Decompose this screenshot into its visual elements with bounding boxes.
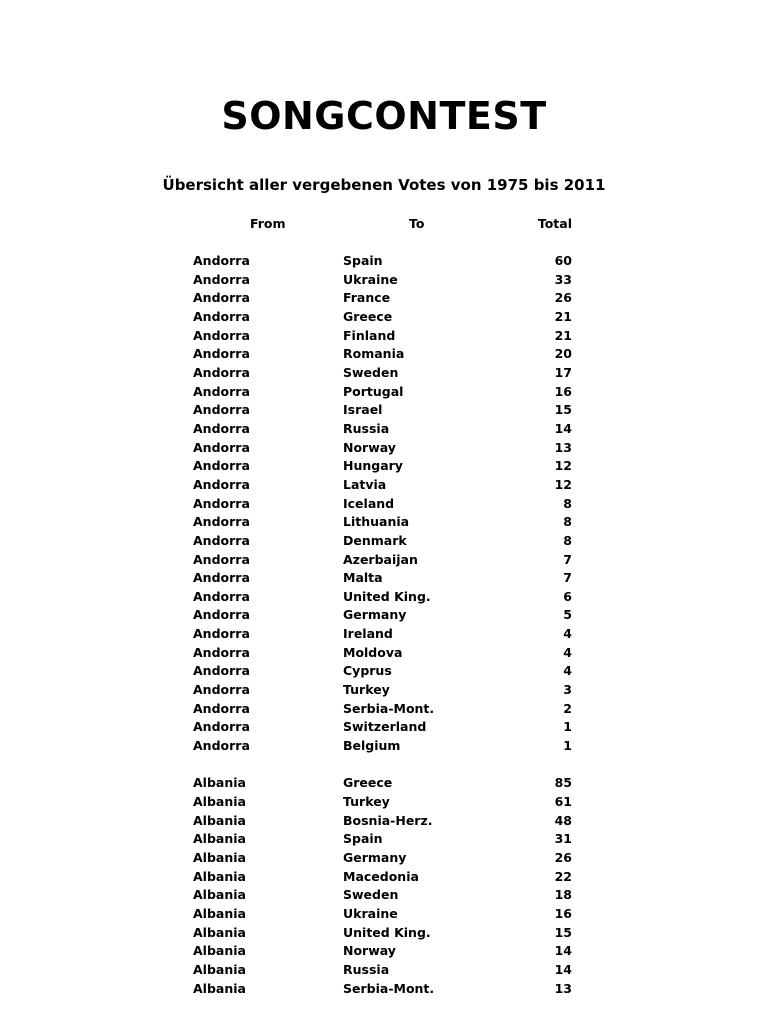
cell-to: Ukraine — [343, 271, 398, 287]
table-row — [0, 942, 768, 961]
column-header-to: To — [409, 216, 425, 231]
cell-to: Serbia-Mont. — [343, 980, 435, 996]
cell-to: Denmark — [343, 532, 407, 548]
cell-from: Andorra — [193, 420, 250, 436]
cell-total: 8 — [563, 495, 572, 511]
cell-to: Ukraine — [343, 905, 398, 921]
column-header-from: From — [250, 216, 286, 231]
cell-from: Albania — [193, 887, 246, 903]
cell-to: Latvia — [343, 476, 387, 492]
cell-total: 18 — [554, 887, 572, 903]
cell-total: 26 — [554, 290, 572, 306]
cell-to: United King. — [343, 924, 431, 940]
cell-from: Andorra — [193, 607, 250, 623]
table-row — [0, 252, 768, 271]
cell-to: Sweden — [343, 364, 399, 380]
cell-from: Andorra — [193, 570, 250, 586]
table-row — [0, 476, 768, 495]
cell-total: 5 — [563, 607, 572, 623]
cell-from: Albania — [193, 924, 246, 940]
cell-from: Albania — [193, 812, 246, 828]
table-row — [0, 830, 768, 849]
cell-total: 85 — [554, 775, 572, 791]
cell-from: Andorra — [193, 551, 250, 567]
cell-to: Macedonia — [343, 868, 419, 884]
cell-total: 15 — [554, 402, 572, 418]
cell-to: Ireland — [343, 626, 393, 642]
cell-from: Andorra — [193, 644, 250, 660]
cell-total: 22 — [554, 868, 572, 884]
cell-total: 60 — [554, 253, 572, 268]
table-row — [0, 774, 768, 793]
cell-from: Albania — [193, 868, 246, 884]
cell-from: Andorra — [193, 738, 250, 754]
table-row — [0, 495, 768, 514]
cell-total: 4 — [563, 644, 572, 660]
page-subtitle: Übersicht aller vergebenen Votes von 1975 bis 2011 — [162, 176, 606, 194]
table-row — [0, 345, 768, 364]
table-row — [0, 271, 768, 290]
cell-to: Switzerland — [343, 719, 427, 735]
cell-to: Sweden — [343, 887, 399, 903]
cell-to: Turkey — [343, 794, 390, 810]
cell-total: 13 — [554, 980, 572, 996]
cell-to: Finland — [343, 327, 396, 343]
table-row — [0, 980, 768, 999]
table-row — [0, 383, 768, 402]
cell-total: 16 — [554, 383, 572, 399]
table-row — [0, 924, 768, 943]
cell-total: 16 — [554, 905, 572, 921]
cell-total: 15 — [554, 924, 572, 940]
cell-to: Serbia-Mont. — [343, 700, 435, 716]
cell-to: Malta — [343, 570, 383, 586]
cell-from: Albania — [193, 961, 246, 977]
table-row — [0, 700, 768, 719]
cell-total: 14 — [554, 943, 572, 959]
cell-to: Greece — [343, 775, 393, 791]
cell-total: 14 — [554, 420, 572, 436]
cell-to: Bosnia-Herz. — [343, 812, 433, 828]
cell-to: Germany — [343, 607, 407, 623]
table-row — [0, 793, 768, 812]
cell-from: Andorra — [193, 588, 250, 604]
cell-from: Andorra — [193, 476, 250, 492]
table-row — [0, 588, 768, 607]
table-row — [0, 457, 768, 476]
cell-from: Andorra — [193, 532, 250, 548]
cell-from: Andorra — [193, 346, 250, 362]
cell-from: Andorra — [193, 700, 250, 716]
cell-from: Andorra — [193, 663, 250, 679]
cell-from: Albania — [193, 831, 246, 847]
cell-total: 3 — [563, 682, 572, 698]
cell-total: 31 — [554, 831, 572, 847]
cell-from: Andorra — [193, 271, 250, 287]
table-row — [0, 551, 768, 570]
cell-to: Spain — [343, 831, 383, 847]
cell-from: Andorra — [193, 253, 250, 268]
cell-total: 13 — [554, 439, 572, 455]
cell-to: Hungary — [343, 458, 403, 474]
cell-total: 7 — [563, 570, 572, 586]
cell-from: Albania — [193, 794, 246, 810]
cell-from: Albania — [193, 905, 246, 921]
table-row — [0, 961, 768, 980]
cell-from: Andorra — [193, 327, 250, 343]
cell-from: Andorra — [193, 364, 250, 380]
cell-to: Greece — [343, 308, 393, 324]
table-row — [0, 569, 768, 588]
cell-total: 21 — [554, 327, 572, 343]
table-row — [0, 718, 768, 737]
table-row — [0, 532, 768, 551]
cell-total: 1 — [563, 719, 572, 735]
cell-from: Andorra — [193, 308, 250, 324]
table-row — [0, 606, 768, 625]
cell-to: Norway — [343, 943, 396, 959]
cell-from: Andorra — [193, 682, 250, 698]
cell-to: Cyprus — [343, 663, 392, 679]
table-header — [0, 215, 768, 233]
cell-total: 26 — [554, 850, 572, 865]
table-row — [0, 401, 768, 420]
cell-total: 33 — [554, 271, 572, 287]
page-title: SONGCONTEST — [221, 94, 547, 138]
table-row — [0, 737, 768, 756]
cell-from: Albania — [193, 775, 246, 791]
cell-from: Andorra — [193, 514, 250, 530]
cell-total: 48 — [554, 812, 572, 828]
cell-to: Russia — [343, 420, 390, 436]
table-row — [0, 420, 768, 439]
cell-to: France — [343, 290, 391, 306]
cell-to: Belgium — [343, 738, 401, 754]
cell-to: Portugal — [343, 383, 404, 399]
cell-from: Andorra — [193, 495, 250, 511]
cell-to: Turkey — [343, 682, 390, 698]
cell-total: 61 — [554, 794, 572, 810]
table-row — [0, 644, 768, 663]
cell-to: Russia — [343, 961, 390, 977]
cell-total: 17 — [554, 364, 572, 380]
cell-to: Azerbaijan — [343, 551, 418, 567]
cell-to: Israel — [343, 402, 383, 418]
table-row — [0, 364, 768, 383]
votes-table-body — [0, 252, 768, 998]
cell-from: Albania — [193, 850, 246, 865]
table-row — [0, 327, 768, 346]
cell-to: United King. — [343, 588, 431, 604]
cell-total: 12 — [554, 476, 572, 492]
cell-to: Germany — [343, 850, 407, 865]
cell-to: Iceland — [343, 495, 395, 511]
cell-to: Norway — [343, 439, 396, 455]
cell-total: 14 — [554, 961, 572, 977]
table-row — [0, 868, 768, 887]
cell-total: 6 — [563, 588, 572, 604]
cell-total: 7 — [563, 551, 572, 567]
cell-to: Romania — [343, 346, 405, 362]
cell-from: Andorra — [193, 458, 250, 474]
cell-to: Spain — [343, 253, 383, 268]
cell-total: 20 — [554, 346, 572, 362]
cell-from: Andorra — [193, 290, 250, 306]
table-row — [0, 308, 768, 327]
cell-total: 8 — [563, 532, 572, 548]
cell-total: 4 — [563, 626, 572, 642]
cell-total: 2 — [563, 700, 572, 716]
cell-total: 4 — [563, 663, 572, 679]
table-row — [0, 905, 768, 924]
cell-from: Andorra — [193, 402, 250, 418]
cell-total: 21 — [554, 308, 572, 324]
cell-to: Moldova — [343, 644, 403, 660]
column-header-total: Total — [537, 216, 572, 231]
table-row — [0, 849, 768, 868]
cell-from: Andorra — [193, 383, 250, 399]
cell-from: Albania — [193, 980, 246, 996]
group-separator — [0, 756, 768, 775]
table-row — [0, 439, 768, 458]
table-row — [0, 812, 768, 831]
table-row — [0, 513, 768, 532]
cell-from: Andorra — [193, 626, 250, 642]
cell-from: Andorra — [193, 719, 250, 735]
cell-total: 1 — [563, 738, 572, 754]
table-row — [0, 289, 768, 308]
cell-from: Albania — [193, 943, 246, 959]
cell-from: Andorra — [193, 439, 250, 455]
cell-to: Lithuania — [343, 514, 410, 530]
table-row — [0, 681, 768, 700]
cell-total: 8 — [563, 514, 572, 530]
table-row — [0, 662, 768, 681]
cell-total: 12 — [554, 458, 572, 474]
table-row — [0, 625, 768, 644]
table-row — [0, 886, 768, 905]
